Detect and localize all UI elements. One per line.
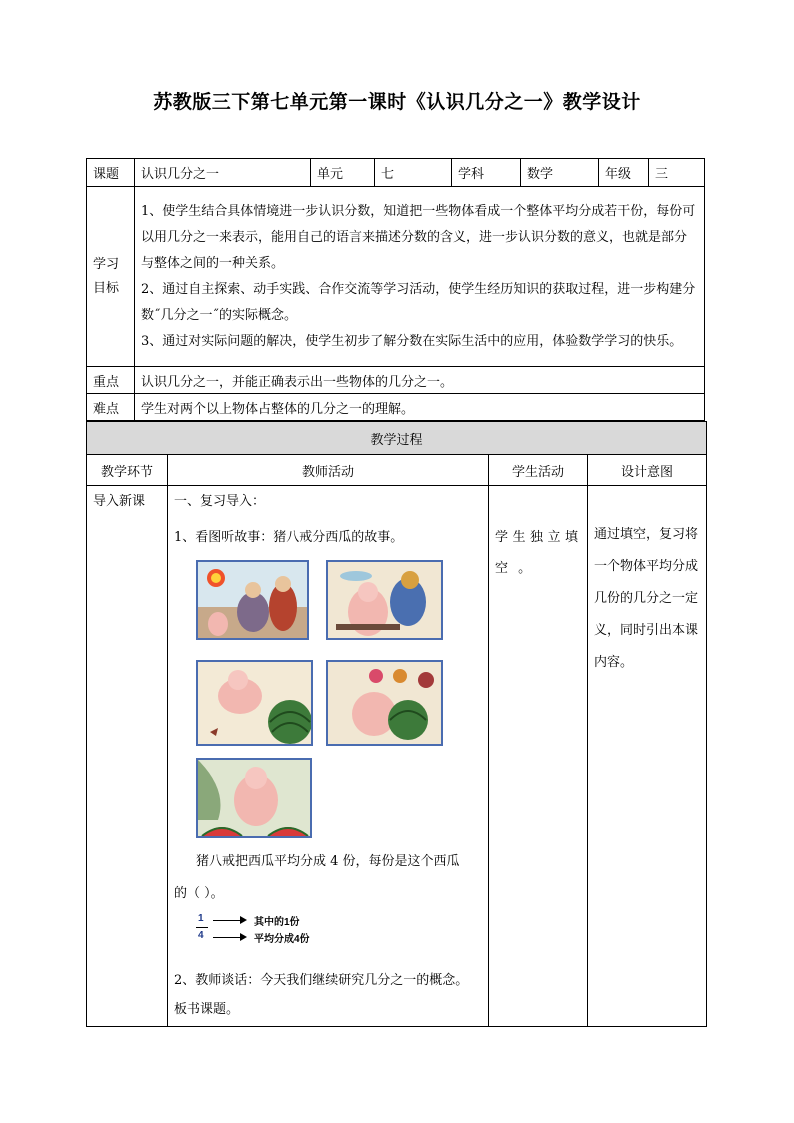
info-row (87, 159, 705, 187)
story-image-2 (326, 560, 443, 640)
intro-row (87, 486, 707, 1027)
difficulty-text: 学生对两个以上物体占整体的几分之一的理解。 (135, 394, 705, 421)
numerator-note: 其中的1份 (254, 917, 300, 928)
difficulty-row (87, 394, 705, 421)
board-title-line: 板书课题。 (174, 1002, 240, 1017)
fraction-bar (196, 927, 208, 928)
teaching-process-table (86, 421, 707, 1027)
grade-value: 三 (649, 159, 705, 187)
story-line: 1、看图听故事：猪八戒分西瓜的故事。 (174, 530, 404, 545)
fraction-denominator: 4 (198, 930, 204, 941)
teacher-talk-line: 2、教师谈话：今天我们继续研究几分之一的概念。 (174, 973, 469, 988)
numerator-arrow (213, 920, 245, 921)
story-text-line-2: 的（ ）。 (174, 886, 224, 901)
story-image-3 (196, 660, 313, 746)
stage-cell: 导入新课 (87, 486, 168, 1027)
goals-label: 学习 目标 (87, 187, 135, 367)
goals-row (87, 187, 705, 367)
story-image-4 (326, 660, 443, 746)
unit-label: 单元 (311, 159, 375, 187)
topic-value: 认识几分之一 (135, 159, 311, 187)
story-image-5 (196, 758, 312, 838)
col-stage-header: 教学环节 (87, 455, 168, 486)
goal-item: 1、使学生结合具体情境进一步认识分数，知道把一些物体看成一个整体平均分成若干份，每份可以用几分之一来表示，能用自己的语言来描述分数的含义，进一步认识分数的意义，也就是部分与整体之间的一种关系。 (141, 203, 696, 271)
key-point-label: 重点 (87, 367, 135, 394)
student-activity-cell: 学生独立填空 。 (489, 486, 588, 1027)
grade-label: 年级 (599, 159, 649, 187)
subject-value: 数学 (521, 159, 599, 187)
process-column-headers (87, 455, 707, 486)
process-header: 教学过程 (87, 422, 707, 455)
lesson-info-table (86, 158, 705, 421)
goal-item: 2、通过自主探索、动手实践、合作交流等学习活动，使学生经历知识的获取过程，进一步构建分数˝几分之一˝的实际概念。 (141, 281, 696, 323)
story-text-line-1: 猪八戒把西瓜平均分成 4 份，每份是这个西瓜 (196, 854, 460, 869)
goal-item: 3、通过对实际问题的解决，使学生初步了解分数在实际生活中的应用，体验数学学习的快乐。 (141, 333, 683, 349)
difficulty-label: 难点 (87, 394, 135, 421)
goals-content (135, 187, 705, 367)
key-point-text: 认识几分之一，并能正确表示出一些物体的几分之一。 (135, 367, 705, 394)
topic-label: 课题 (87, 159, 135, 187)
denominator-note: 平均分成4份 (254, 934, 310, 945)
col-student-header: 学生活动 (489, 455, 588, 486)
section-title: 一、复习导入： (174, 494, 266, 509)
story-image-1 (196, 560, 309, 640)
unit-value: 七 (375, 159, 452, 187)
col-teacher-header: 教师活动 (168, 455, 489, 486)
teacher-activity-cell (168, 486, 489, 1027)
subject-label: 学科 (452, 159, 521, 187)
denominator-arrow (213, 937, 245, 938)
document-title: 苏教版三下第七单元第一课时《认识几分之一》教学设计 (153, 91, 641, 113)
col-design-header: 设计意图 (588, 455, 707, 486)
design-intent-cell: 通过填空，复习将一个物体平均分成几份的几分之一定义，同时引出本课内容。 (588, 486, 707, 1027)
fraction-numerator: 1 (198, 913, 204, 924)
key-point-row (87, 367, 705, 394)
